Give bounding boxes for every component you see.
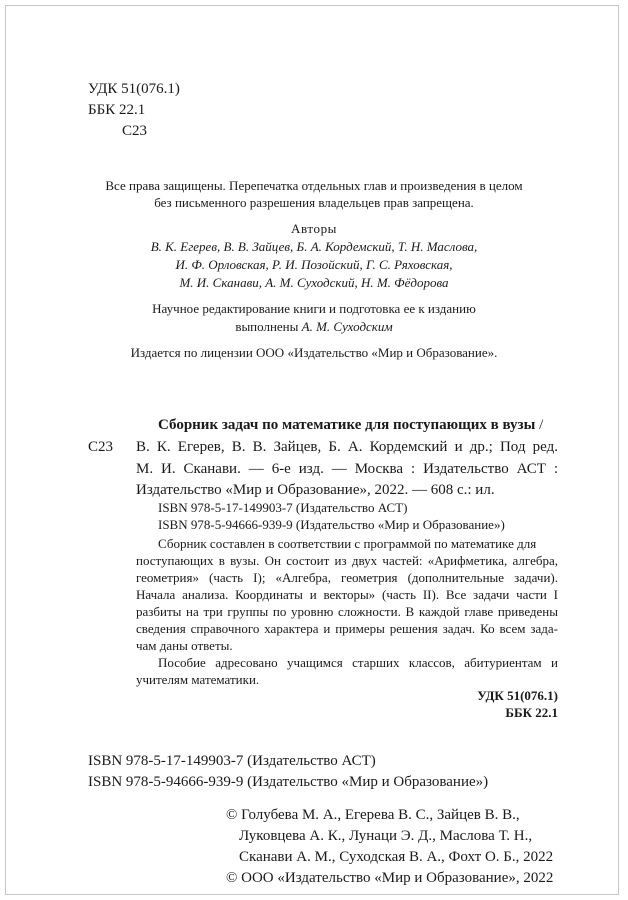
catalog-udk: УДК 51(076.1) (477, 688, 558, 703)
catalog-line-2: В. К. Егерев, В. В. Зайцев, Б. А. Кордемский и др.; Под ред. (136, 439, 558, 455)
authors-line-2: И. Ф. Орловская, Р. И. Позойский, Г. С. Ряховская, (175, 257, 453, 272)
annotation-line-4: Начала анализа. Координаты и векторы» (часть II). Все задачи части I (136, 587, 558, 602)
annotation-p2-line-1: Пособие адресовано учащимся старших классов, абитуриентам и (158, 655, 558, 670)
annotation-line-2: поступающих в вузы. Он состоит из двух частей: «Арифметика, алгебра, (136, 553, 558, 568)
catalog-isbn-2: ISBN 978-5-94666-939-9 (Издательство «Мир и Образование») (158, 517, 505, 532)
bbk-code: ББК 22.1 (88, 102, 146, 118)
bottom-isbn-2: ISBN 978-5-94666-939-9 (Издательство «Мир и Образование») (88, 774, 489, 790)
editing-line-1: Научное редактирование книги и подготовка ее к изданию (152, 301, 476, 316)
copyright-line-3: Сканави А. М., Суходская В. А., Фохт О. Б., 2022 (239, 849, 554, 865)
catalog-line-3: М. И. Сканави. — 6-е изд. — Москва : Издательство АСТ : (136, 461, 558, 477)
bottom-isbn-1: ISBN 978-5-17-149903-7 (Издательство АСТ) (88, 753, 376, 769)
catalog-line-4: Издательство «Мир и Образование», 2022. — 608 с.: ил. (136, 482, 495, 498)
catalog-title-line (158, 418, 543, 433)
annotation-line-5: разбиты на три группы по уровню сложности. В каждой главе приведены (136, 604, 558, 619)
author-mark: С23 (122, 123, 148, 139)
catalog-title-separator: / (535, 417, 544, 433)
copyright-line-2: Луковцева А. К., Лунаци Э. Д., Маслова Т. Н., (239, 828, 533, 844)
catalog-title: Сборник задач по математике для поступающих в вузы (158, 417, 536, 433)
udk-code: УДК 51(076.1) (88, 81, 180, 97)
editing-line-2 (0, 320, 628, 333)
annotation-line-3: геометрия» (часть I); «Алгебра, геометрия (дополнительные задачи). (136, 570, 558, 585)
editing-prefix: выполнены (235, 319, 299, 334)
authors-heading: Авторы (290, 221, 338, 236)
license-notice: Издается по лицензии ООО «Издательство «Мир и Образование». (130, 345, 498, 360)
rights-line-1: Все права защищены. Перепечатка отдельных глав и произведения в целом (105, 178, 523, 193)
authors-line-3: М. И. Сканави, А. М. Суходский, Н. М. Фёдорова (179, 275, 449, 290)
catalog-code: С23 (88, 439, 114, 455)
copyright-line-4: © ООО «Издательство «Мир и Образование», 2022 (226, 870, 554, 886)
annotation-line-6: сведения справочного характера и примеры решения задач. Ко всем зада- (136, 621, 558, 636)
editor-name: А. М. Суходским (301, 319, 393, 334)
annotation-line-1: Сборник составлен в соответствии с программой по математике для (158, 536, 537, 551)
annotation-p2-line-2: учителям математики. (136, 672, 260, 687)
catalog-bbk: ББК 22.1 (505, 705, 558, 720)
annotation-line-7: чам даны ответы. (136, 638, 233, 653)
copyright-line-1: © Голубева М. А., Егерева В. С., Зайцев В. В., (226, 807, 520, 823)
catalog-isbn-1: ISBN 978-5-17-149903-7 (Издательство АСТ) (158, 500, 408, 515)
rights-line-2: без письменного разрешения владельцев прав запрещена. (154, 195, 474, 210)
authors-line-1: В. К. Егерев, В. В. Зайцев, Б. А. Кордемский, Т. Н. Маслова, (150, 239, 478, 254)
